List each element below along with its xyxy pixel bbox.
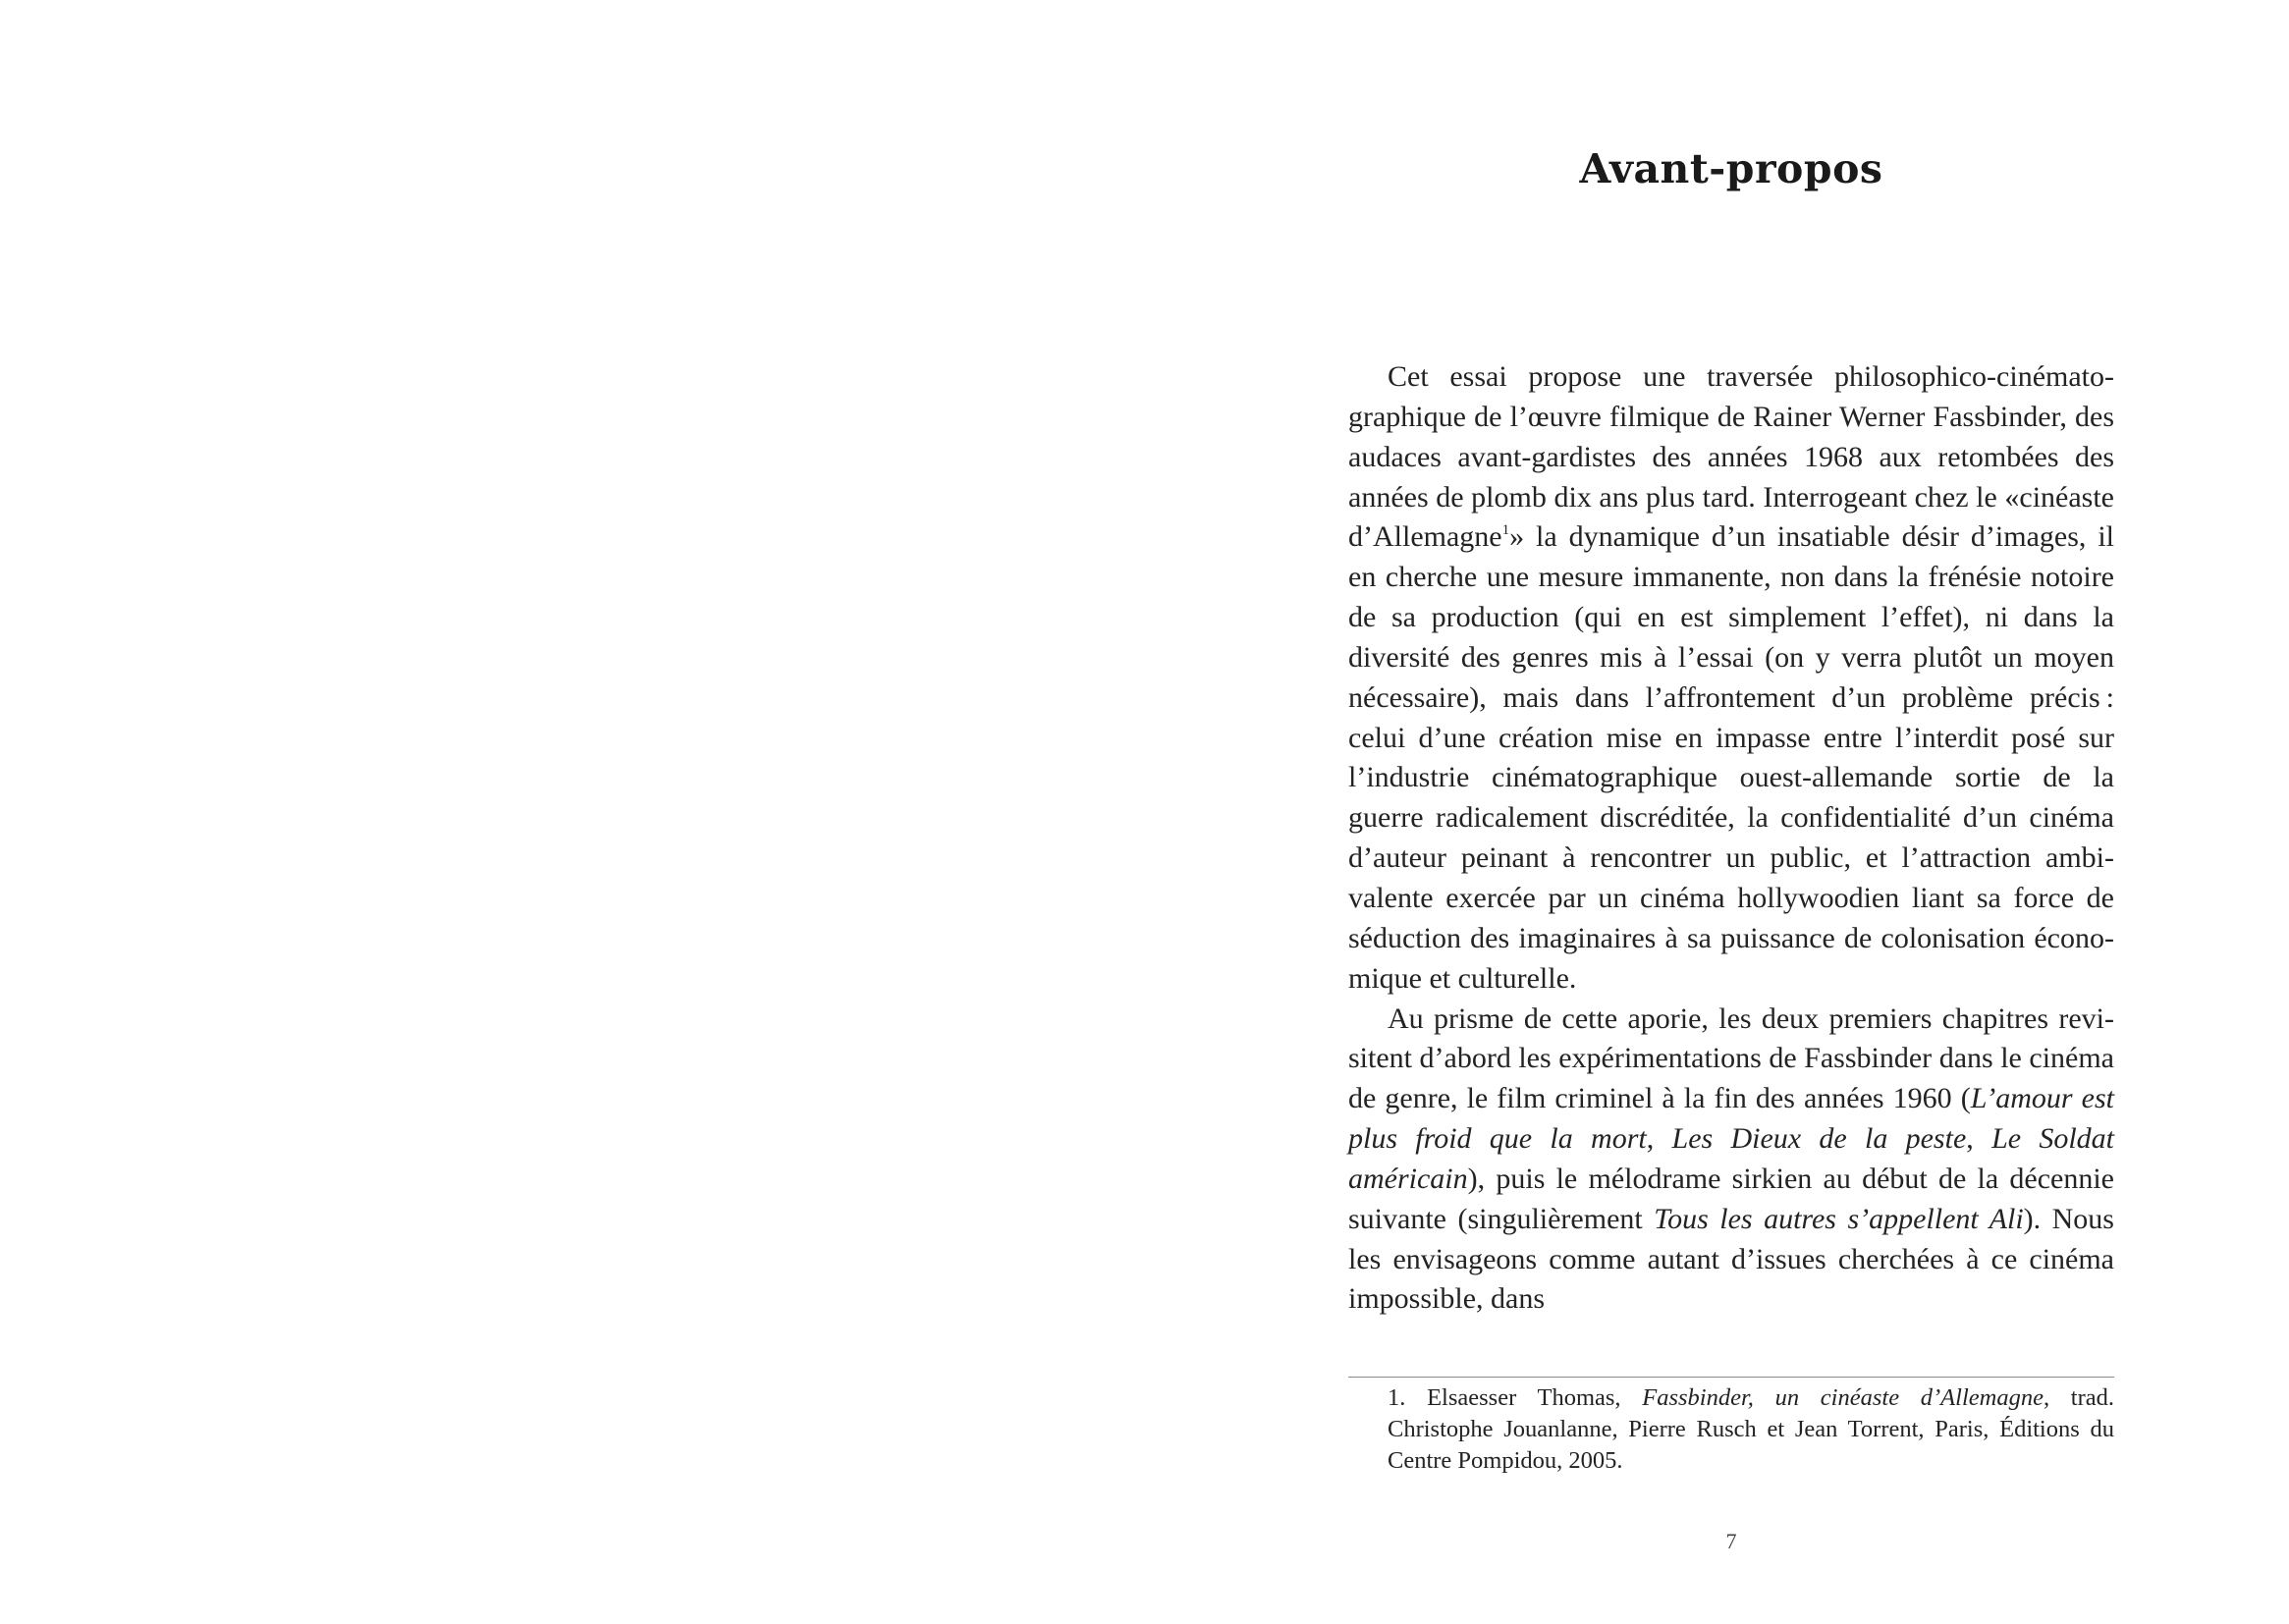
text-segment: ), puis le mélodrame sirkien au début de la décennie suivante (singulièrement	[1348, 1162, 2114, 1235]
footnote-separator	[1348, 1377, 2114, 1378]
left-page-blank	[0, 0, 1144, 1624]
film-title: Les Dieux de la peste	[1671, 1122, 1967, 1156]
text-segment: ,	[1646, 1122, 1672, 1156]
text-segment: » la dynamique d’un insatiable désir d’images, il en cherche une mesure immanente, non dans la frénésie notoire de sa production (qui en est simplement l’effet), ni dans la diversité des genres mis à l’essai (on y verra plutôt un moyen nécessaire), mais dans l’affrontement d’un problème précis : celui d’une création mise en impasse entre l’interdit posé sur l’industrie cinématographique ouest-allemande sortie de la guerre radicalement discréditée, la confidentialité d’un cinéma d’auteur peinant à rencontrer un public, et l’attraction ambivalente exercée par un cinéma hollywoodien liant sa force de séduction des imaginaires à sa puissance de colonisation économique et culturelle.	[1348, 520, 2114, 995]
text-segment: ,	[1966, 1122, 1992, 1156]
film-title: Tous les autres s’appellent Ali	[1654, 1202, 2024, 1235]
footnote-segment: , trad. Christophe Jouanlanne, Pierre Rusch et Jean Torrent, Paris, Éditions du Centre Pompidou, 2005.	[1388, 1384, 2114, 1474]
footnote-reference: 1	[1501, 522, 1510, 539]
text-segment: ). Nous les envisageons comme autant d’issues cherchées à ce cinéma impossible, dans	[1348, 1202, 2114, 1316]
footnote-segment: 1. Elsaesser Thomas,	[1388, 1384, 1643, 1411]
paragraph	[1348, 1000, 2114, 1321]
body-text	[1348, 357, 2114, 1320]
text-segment: Cet essai propose une traversée philosophico-cinématographique de l’œuvre filmique de Rainer Werner Fassbinder, des audaces avant-gardistes des années 1968 aux retombées des années de plomb dix ans plus tard. Interrogeant chez le «cinéaste d’Allemagne	[1348, 360, 2114, 554]
film-title: Le Soldat américain	[1348, 1122, 2115, 1195]
chapter-title: Avant-propos	[1579, 145, 1883, 192]
film-title: L’amour est plus froid que la mort	[1348, 1082, 2114, 1156]
page-number: 7	[1725, 1529, 1737, 1553]
book-title: Fassbinder, un cinéaste d’Allemagne	[1642, 1384, 2044, 1411]
text-segment: Au prisme de cette aporie, les deux premiers chapitres revisitent d’abord les expérimentations de Fassbinder dans le cinéma de genre, le film criminel à la fin des années 1960 (	[1348, 1001, 2114, 1115]
footnote	[1348, 1382, 2114, 1477]
paragraph	[1348, 357, 2114, 1000]
